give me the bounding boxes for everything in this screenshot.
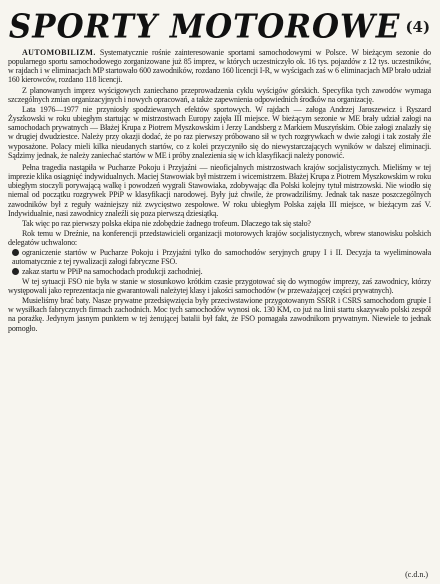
article-body bbox=[8, 48, 431, 333]
headline-row bbox=[8, 6, 431, 48]
continued-note: (c.d.n.) bbox=[405, 570, 428, 579]
lead-word: AUTOMOBILIZM. bbox=[22, 48, 96, 57]
paragraph-5: Tak więc po raz pierwszy polska ekipa nie zdobędzie żadnego trofeum. Dlaczego tak się stało? bbox=[22, 218, 311, 228]
paragraph-2: Z planowanych imprez wyścigowych zaniechano przeprowadzenia cyklu wyścigów górskich. Specyfika tych zawodów wymaga szczególnych zmian organizacyjnych i nowych opracowań, a także zapewnienia odpowiednich środków na organizację. bbox=[8, 85, 431, 104]
paragraph-3: Lata 1976—1977 nie przyniosły spodziewanych efektów sportowych. W rajdach — załoga Andrzej Jaroszewicz i Ryszard Żyszkowski w roku ubiegłym startując w mistrzostwach Europy zajęła III miejsce. W bieżącym sezonie w ME brały udział załogi na samochodach prywatnych — Błażej Krupa z Piotrem Myszkowskim i Jerzy Landsberg z Markiem Muszyńskim. Obie załogi znalazły się w drugiej dwudziestce. Należy przy okazji dodać, że po raz pierwszy próbowano sił w tych rozgrywkach w dwie załogi i tak zostały źle wyposażone. Polacy mieli kilka nieudanych startów, co z kolei przyczyniło się do niewystarczających wyników w dalszej eliminacji. Sądzimy jednak, że należy zaniechać startów w ME i próby znalezienia się w ich klasyfikacji należy ponowić. bbox=[8, 104, 431, 160]
bullet-item-1-text: ograniczenie startów w Pucharze Pokoju i Przyjaźni tylko do samochodów seryjnych grupy I i II. Decyzja ta wyeliminowała automatycznie z tej rywalizacji załogi fabryczne FSO. bbox=[12, 248, 431, 267]
bullet-item-1 bbox=[8, 248, 431, 266]
headline: SPORTY MOTOROWE bbox=[8, 8, 401, 46]
paragraph-1-text: Systematycznie rośnie zainteresowanie sportami samochodowymi w Polsce. W bieżącym sezonie do popularnego sportu samochodowego zorganizowane już 85 imprez, w których uczestniczyło ok. 16 tys. pojazdów z 12 tys. uczestników, w rajdach i w eliminacjach MP startowało 600 zawodników, rozdano 160 licencji I-R, w wyścigach zaś w 6 eliminacjach MP brało udział 160 kierowców, rozdano 118 licencji. bbox=[8, 48, 431, 85]
paragraph-6: Rok temu w Dreźnie, na konferencji przedstawicieli organizacji motorowych krajów socjalistycznych, wbrew stanowisku polskich delegatów uchwalono: bbox=[8, 228, 431, 248]
bullet-dot-icon bbox=[12, 268, 19, 275]
bullet-dot-icon bbox=[12, 249, 19, 256]
part-number: (4) bbox=[405, 18, 431, 36]
bullet-item-2-text: zakaz startu w PPiP na samochodach produkcji zachodniej. bbox=[22, 266, 203, 276]
paragraph-8: Musieliśmy brać baty. Nasze prywatne przedsięwzięcia były przeciwstawione przygotowanym SSRR i CSRS samochodom grupie I w wysiłkach fabrycznych firmach zachodnich. Moc tych samochodów wynosi ok. 130 KM, co już na linii startu skazywało polski zespół na porażkę. Jedynym jasnym punktem w tej żenującej batalii był fakt, że FSO pomagała zawodnikom prywatnym. Niewiele to jednak pomogło. bbox=[8, 296, 431, 333]
paragraph-4: Pełna tragedia nastąpiła w Pucharze Pokoju i Przyjaźni — nieoficjalnych mistrzostwach krajów socjalistycznych. Mieliśmy w tej imprezie klika osiągnięć indywidualnych. Maciej Stawowiak był mistrzem i wicemistrzem. Błażej Krupa z Piotrem Myszkowskim w roku ubiegłym stoczyli porywającą walkę i powodzeń wygrali Stawowiaka, zdobywając dla Polski kolejny tytuł mistrzowski. Nie wiodło się niemal od początku rozgrywek PPiP w klasyfikacji narodowej. Były już chwile, że prowadziliśmy. Jednak tak nasze poszczególnych zawodników był z reguły ważniejszy niż zwycięstwo zespołowe. W roku ubiegłym Polska zajęła III miejsce, w bieżącym zaś V. Indywidualnie, nasi zawodnicy znaleźli się poza pierwszą dziesiątką. bbox=[8, 162, 431, 218]
paragraph-7: W tej sytuacji FSO nie była w stanie w stosunkowo krótkim czasie przygotować się do wymogów imprezy, zaś zawodnicy, którzy występowali jako reprezentacja nie gwarantowali należytej klasy i jakości samochodów (w przeważającej części prywatnych). bbox=[8, 276, 431, 295]
bullet-item-2 bbox=[8, 267, 431, 276]
paragraph-1 bbox=[8, 48, 431, 85]
